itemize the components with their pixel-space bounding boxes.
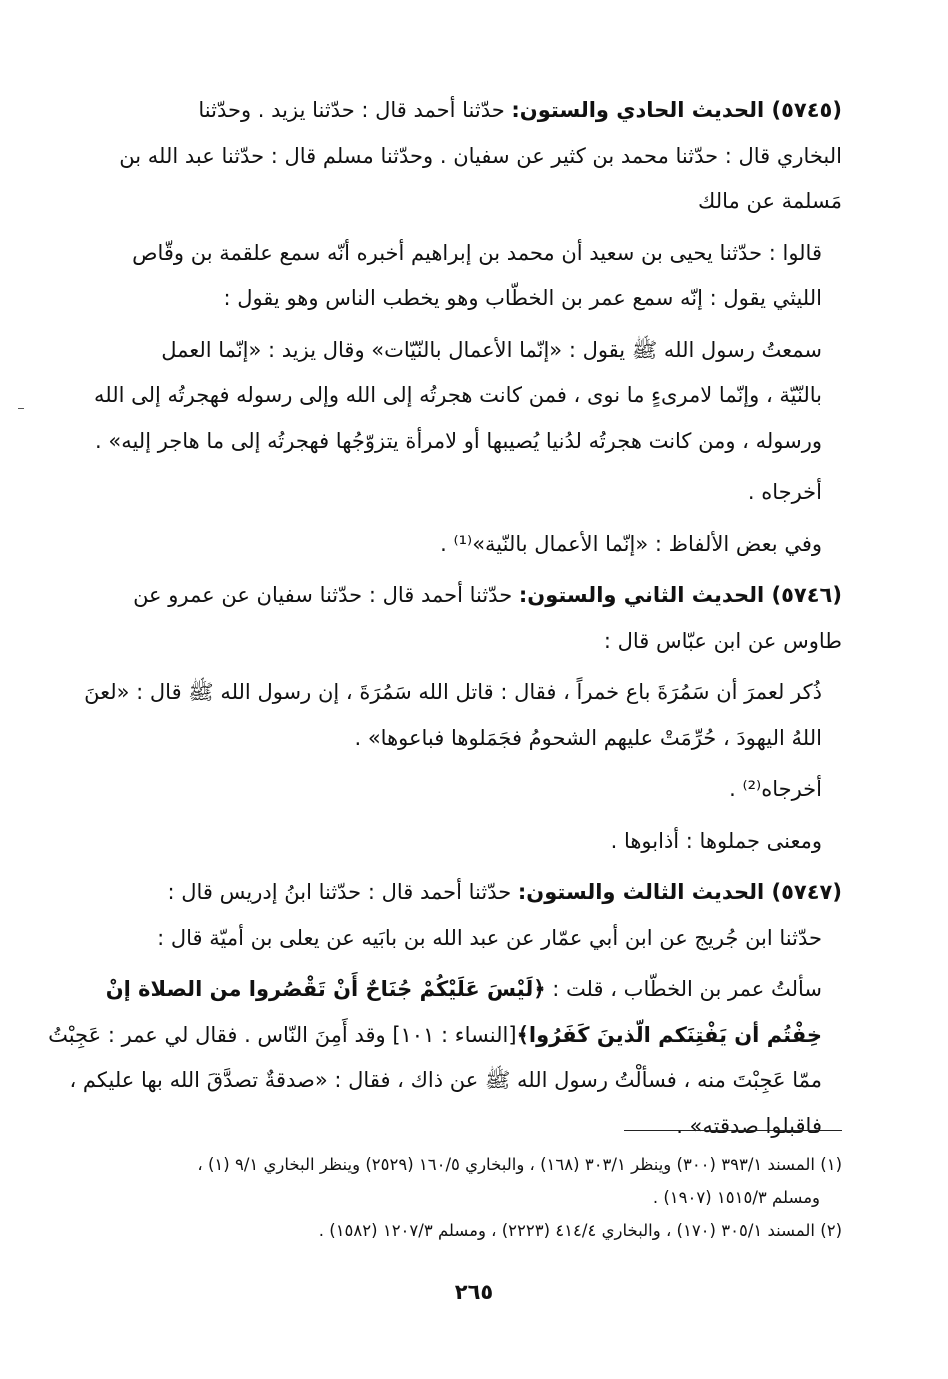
text-line: حدّثنا ابن جُريج عن ابن أبي عمّار عن عبد الله بن بابَيه عن يعلى بن أميّة قال : [157,925,822,950]
text-line: ومعنى جملوها : أذابوها . [610,828,822,853]
hadith-5745-variant [104,522,842,568]
text-line: سمعتُ رسول الله ﷺ يقول : «إنّما الأعمال بالنّيّات» وقال يزيد : «إنّما العمل [161,337,822,362]
text-line [104,870,842,916]
matn-text: سألتُ عمر بن الخطّاب ، قلت : [545,977,822,1001]
text-line [104,967,822,1013]
text-line: وفي بعض الألفاظ : «إنّما الأعمال بالنّية»⁽¹⁾ . [440,531,822,556]
text-line: طاوس عن ابن عبّاس قال : [603,628,842,653]
hadith-5746-matn [84,670,842,761]
isnad-text: حدّثنا أحمد قال : حدّثنا ابنُ إدريس قال : [167,880,518,904]
page-number: ٢٦٥ [454,1280,494,1304]
text-line: بالنّيّة ، وإنّما لامرىءٍ ما نوى ، فمن كانت هجرتُه إلى الله وإلى رسوله فهجرتُه إلى الله [94,383,822,407]
quran-verse: خِفْتُم أن يَفْتِنَكم الّذينَ كَفَرُوا﴾ [516,1022,822,1047]
hadith-5745-matn [94,328,842,465]
hadith-heading: (٥٧٤٦) الحديث الثاني والستون: [518,583,842,607]
hadith-5747-intro [104,870,842,961]
footnote-1-continued: ومسلم ١٥١٥/٣ (١٩٠٧) . [652,1188,820,1207]
quran-verse: ﴿لَيْسَ عَلَيْكُمْ جُنَاحٌ أَنْ تَقْصُروا من الصلاة إنْ [105,977,546,1001]
hadith-5746-intro [104,573,842,664]
isnad-text: حدّثنا أحمد قال : حدّثنا سفيان عن عمرو عن [133,583,519,607]
text-line: البخاري قال : حدّثنا محمد بن كثير عن سفيان . وحدّثنا مسلم قال : حدّثنا عبد الله بن [119,143,842,168]
text-line: الليثي يقول : إنّه سمع عمر بن الخطّاب وهو يخطب الناس وهو يقول : [223,286,822,310]
hadith-5745-takhrij [104,470,842,516]
text-line: مَسلمة عن مالك [698,189,842,213]
margin-mark [18,408,24,409]
hadith-heading: (٥٧٤٧) الحديث الثالث والستون: [517,880,842,904]
matn-text: [النساء : ١٠١] وقد أَمِنَ النّاس . فقال لي عمر : عَجِبْتُ [48,1022,517,1047]
hadith-5747-matn [48,967,842,1149]
footnote-2: (٢) المسند ٣٠٥/١ (١٧٠) ، والبخاري ٤١٤/٤ (٢٢٢٣) ، ومسلم ١٢٠٧/٣ (١٥٨٢) . [318,1221,842,1240]
isnad-text: حدّثنا أحمد قال : حدّثنا يزيد . وحدّثنا [198,98,512,122]
footnotes [104,1148,842,1247]
hadith-5746-takhrij [104,767,842,813]
text-line: قالوا : حدّثنا يحيى بن سعيد أن محمد بن إبراهيم أخبره أنّه سمع علقمة بن وقّاص [132,240,822,265]
text-line: اللهُ اليهودَ ، حُرِّمَتْ عليهم الشحومُ فجَمَلوها فباعوها» . [354,725,822,750]
text-line: أخرجاه . [747,480,822,504]
text-line: فاقبلوا صدقته» . [676,1113,822,1138]
text-line: ورسوله ، ومن كانت هجرتُه لدُنيا يُصيبها أو لامرأة يتزوّجُها فهجرتُه إلى ما هاجر إليه» . [95,428,822,453]
hadith-5745-intro [104,88,842,225]
footnote-separator [624,1130,842,1131]
text-line [104,573,842,619]
text-line [48,1013,822,1059]
hadith-5746-gloss [104,819,842,865]
text-line: ذُكر لعمرَ أن سَمُرَةَ باع خمراً ، فقال : قاتل الله سَمُرَةَ ، إن رسول الله ﷺ قال : «لعنَ [84,680,822,704]
hadith-heading: (٥٧٤٥) الحديث الحادي والستون: [511,98,842,122]
page-body [48,88,842,1155]
hadith-5745-chain [104,231,842,322]
text-line [104,88,842,134]
text-line: ممّا عَجِبْتَ منه ، فسألْتُ رسول الله ﷺ عن ذاك ، فقال : «صدقةٌ تصدَّقَ الله بها عليكم ، [69,1068,822,1092]
footnote-1: (١) المسند ٣٩٣/١ (٣٠٠) وينظر ٣٠٣/١ (١٦٨) ، والبخاري ١٦٠/٥ (٢٥٢٩) وينظر البخاري ٩/١ (١) ، [197,1155,842,1174]
text-line: أخرجاه⁽²⁾ . [729,777,822,801]
